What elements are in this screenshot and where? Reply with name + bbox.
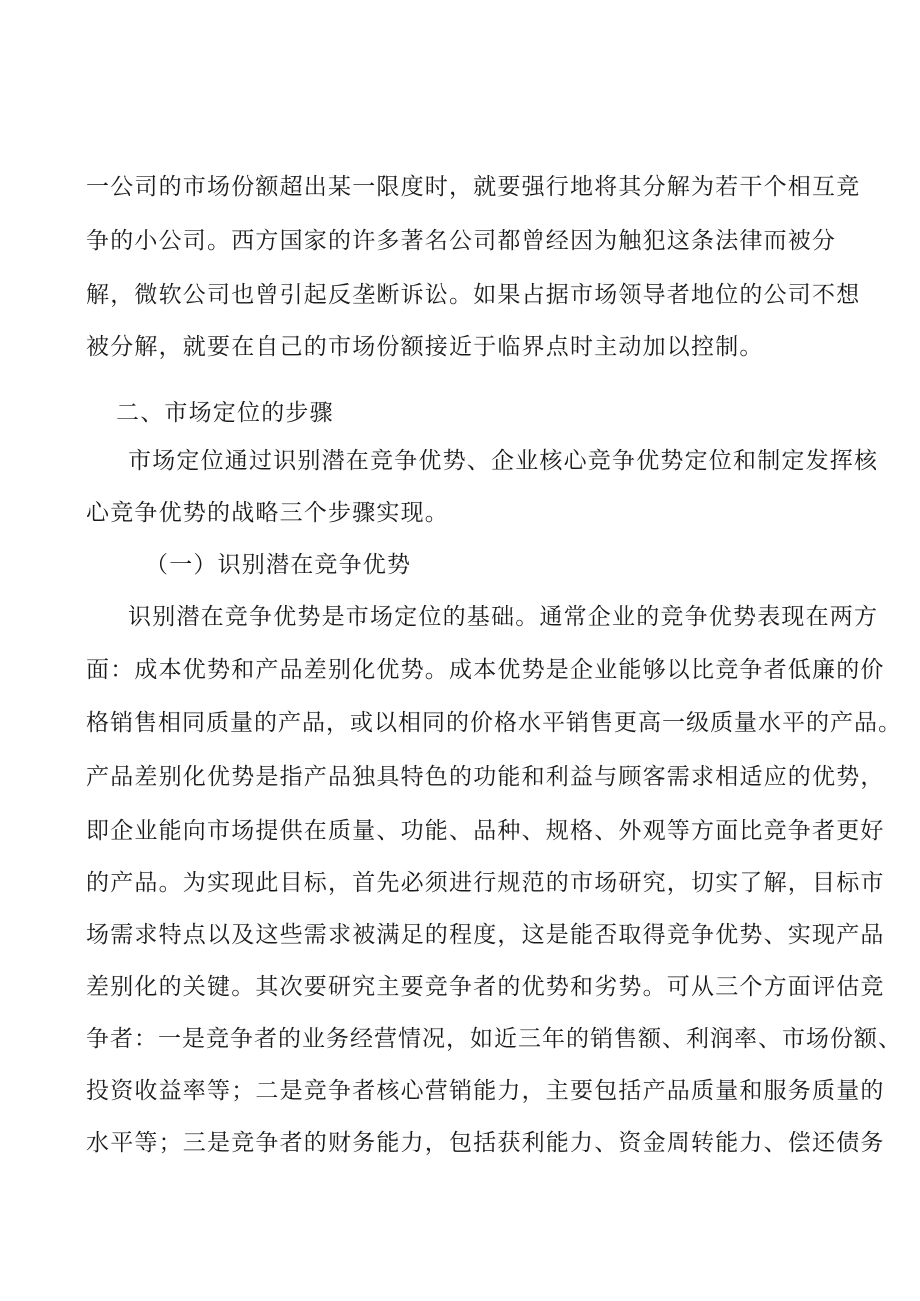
paragraph-line: 差别化的关键。其次要研究主要竞争者的优势和劣势。可从三个方面评估竞 xyxy=(86,974,885,1000)
paragraph-line: 心竞争优势的战略三个步骤实现。 xyxy=(86,500,449,526)
paragraph-line: 被分解，就要在自己的市场份额接近于临界点时主动加以控制。 xyxy=(86,334,764,360)
paragraph-line: 识别潜在竞争优势是市场定位的基础。通常企业的竞争优势表现在两方 xyxy=(128,604,879,630)
paragraph-line: 即企业能向市场提供在质量、功能、品种、规格、外观等方面比竞争者更好 xyxy=(86,818,885,844)
paragraph-line: 争者：一是竞争者的业务经营情况，如近三年的销售额、利润率、市场份额、 xyxy=(86,1026,902,1052)
paragraph-line: 争的小公司。西方国家的许多著名公司都曾经因为触犯这条法律而被分 xyxy=(86,228,837,254)
paragraph-line: 的产品。为实现此目标，首先必须进行规范的市场研究，切实了解，目标市 xyxy=(86,870,885,896)
subsection-heading: （一）识别潜在竞争优势 xyxy=(145,552,412,578)
paragraph-line: 水平等；三是竞争者的财务能力，包括获利能力、资金周转能力、偿还债务 xyxy=(86,1130,885,1156)
paragraph-line: 一公司的市场份额超出某一限度时，就要强行地将其分解为若干个相互竞 xyxy=(86,174,861,200)
paragraph-line: 市场定位通过识别潜在竞争优势、企业核心竞争优势定位和制定发挥核 xyxy=(128,448,879,474)
paragraph-line: 产品差别化优势是指产品独具特色的功能和利益与顾客需求相适应的优势， xyxy=(86,764,885,790)
section-heading: 二、市场定位的步骤 xyxy=(116,400,334,426)
paragraph-line: 投资收益率等；二是竞争者核心营销能力，主要包括产品质量和服务质量的 xyxy=(86,1078,885,1104)
paragraph-line: 格销售相同质量的产品，或以相同的价格水平销售更高一级质量水平的产品。 xyxy=(86,710,902,736)
paragraph-line: 解，微软公司也曾引起反垄断诉讼。如果占据市场领导者地位的公司不想 xyxy=(86,282,861,308)
paragraph-line: 场需求特点以及这些需求被满足的程度，这是能否取得竞争优势、实现产品 xyxy=(86,922,885,948)
paragraph-line: 面：成本优势和产品差别化优势。成本优势是企业能够以比竞争者低廉的价 xyxy=(86,657,885,683)
